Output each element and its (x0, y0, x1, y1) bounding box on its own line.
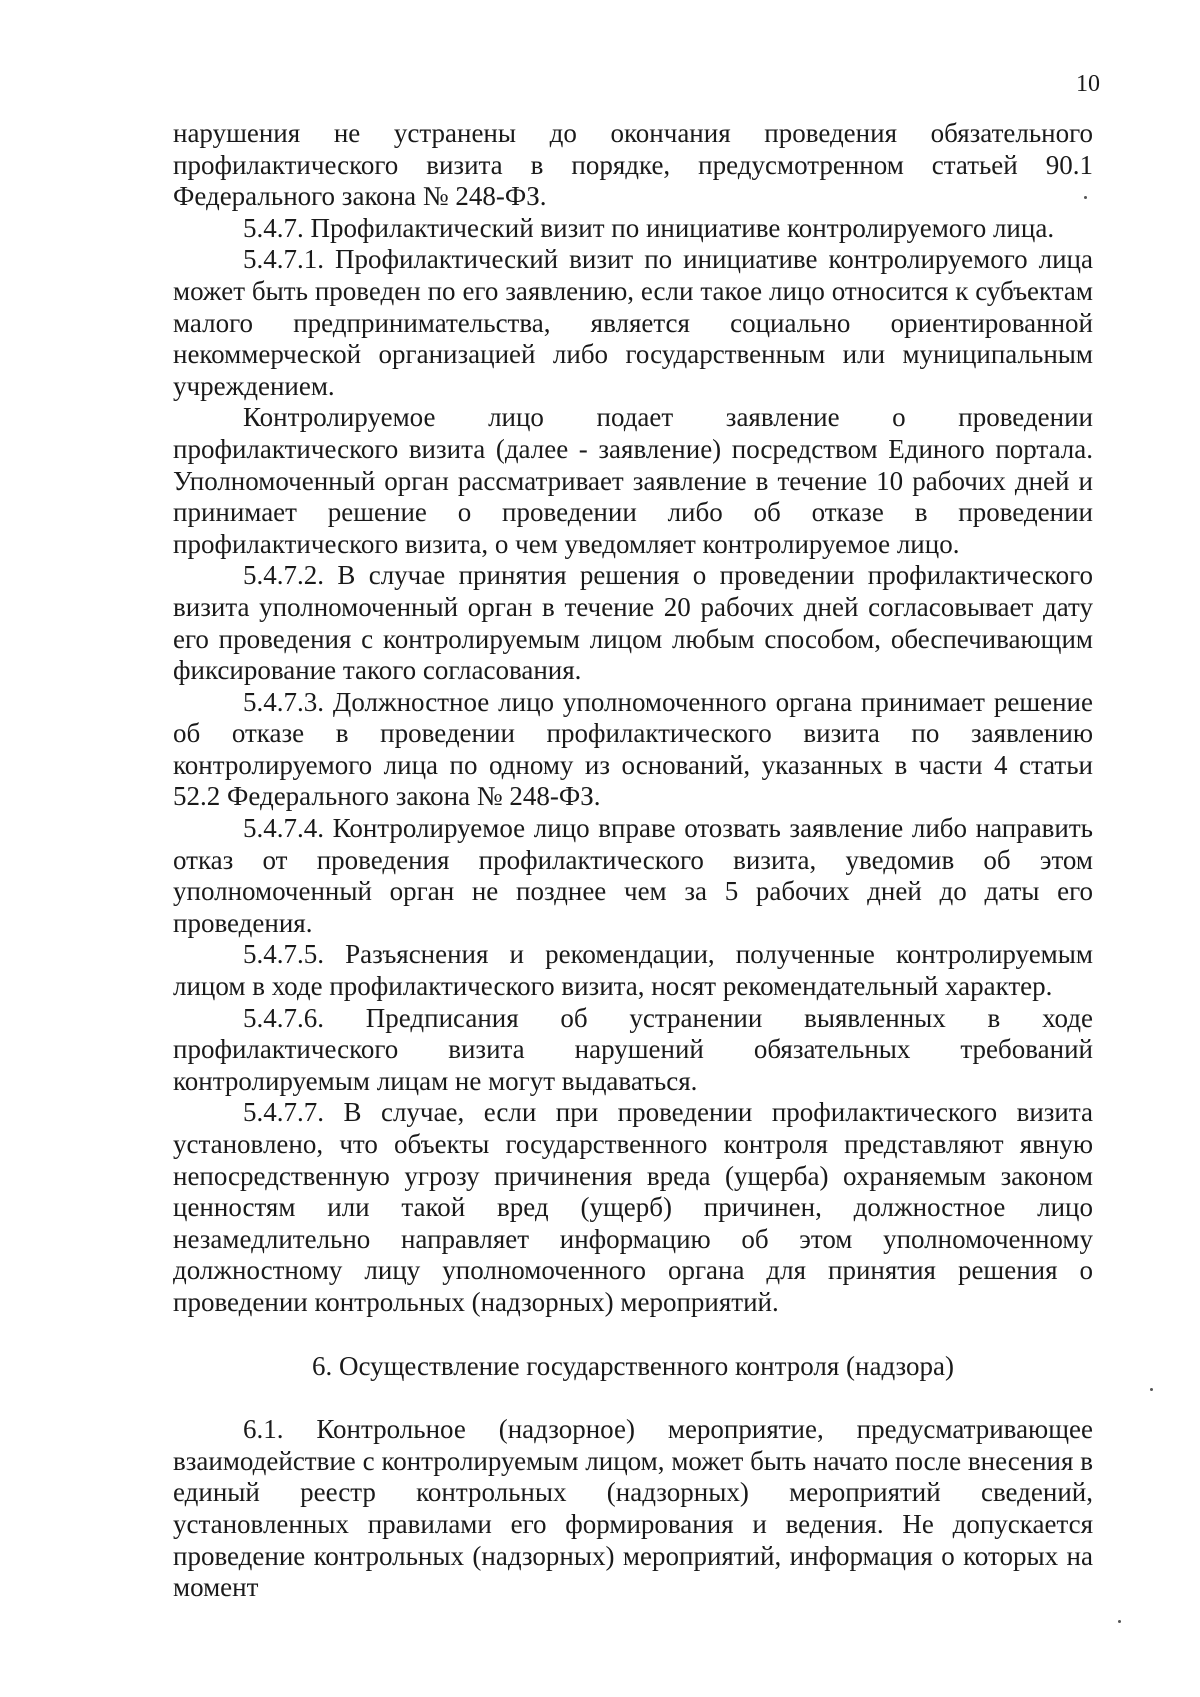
paragraph-6-1: 6.1. Контрольное (надзорное) мероприятие, предусматривающее взаимодействие с контролируемым лицом, может быть начато после внесения в единый реестр контрольных (надзорных) мероприятий сведений, установленных правилами его формирования и ведения. Не допускается проведение контрольных (надзорных) мероприятий, информация о которых на момент (173, 1414, 1093, 1603)
page-number: 10 (1076, 71, 1100, 97)
paragraph-5-4-7-5: 5.4.7.5. Разъяснения и рекомендации, полученные контролируемым лицом в ходе профилактического визита, носят рекомендательный характер. (173, 939, 1093, 1002)
scan-speck (1084, 196, 1087, 199)
scan-speck (1150, 1388, 1153, 1391)
paragraph-5-4-7-3: 5.4.7.3. Должностное лицо уполномоченного органа принимает решение об отказе в проведении профилактического визита по заявлению контролируемого лица по одному из оснований, указанных в части 4 статьи 52.2 Федерального закона № 248-ФЗ. (173, 686, 1093, 812)
paragraph-5-4-7-4: 5.4.7.4. Контролируемое лицо вправе отозвать заявление либо направить отказ от проведения профилактического визита, уведомив об этом уполномоченный орган не позднее чем за 5 рабочих дней до даты его проведения. (173, 813, 1093, 938)
document-body (173, 118, 1093, 1604)
paragraph-application: Контролируемое лицо подает заявление о проведении профилактического визита (далее - заявление) посредством Единого портала. Уполномоченный орган рассматривает заявление в течение 10 рабочих дней и принимает решение о проведении либо об отказе в проведении профилактического визита, о чем уведомляет контролируемое лицо. (173, 402, 1093, 559)
paragraph-continuation: нарушения не устранены до окончания проведения обязательного профилактического визита в порядке, предусмотренном статьей 90.1 Федерального закона № 248-ФЗ. (173, 118, 1093, 212)
paragraph-5-4-7-7: 5.4.7.7. В случае, если при проведении профилактического визита установлено, что объекты государственного контроля представляют явную непосредственную угрозу причинения вреда (ущерба) охраняемым законом ценностям или такой вред (ущерб) причинен, должностное лицо незамедлительно направляет информацию об этом уполномоченному должностному лицу уполномоченного органа для принятия решения о проведении контрольных (надзорных) мероприятий. (173, 1097, 1093, 1317)
section-heading: 6. Осуществление государственного контроля (надзора) (311, 1350, 955, 1381)
paragraph-5-4-7: 5.4.7. Профилактический визит по инициативе контролируемого лица. (243, 212, 1055, 243)
paragraph-5-4-7-1: 5.4.7.1. Профилактический визит по инициативе контролируемого лица может быть проведен по его заявлению, если такое лицо относится к субъектам малого предпринимательства, является социально ориентированной некоммерческой организацией либо государственным или муниципальным учреждением. (173, 244, 1093, 401)
scan-speck (1118, 1620, 1121, 1623)
paragraph-5-4-7-2: 5.4.7.2. В случае принятия решения о проведении профилактического визита уполномоченный орган в течение 20 рабочих дней согласовывает дату его проведения с контролируемым лицом любым способом, обеспечивающим фиксирование такого согласования. (173, 560, 1093, 686)
paragraph-5-4-7-6: 5.4.7.6. Предписания об устранении выявленных в ходе профилактического визита нарушений обязательных требований контролируемым лицам не могут выдаваться. (173, 1002, 1093, 1096)
